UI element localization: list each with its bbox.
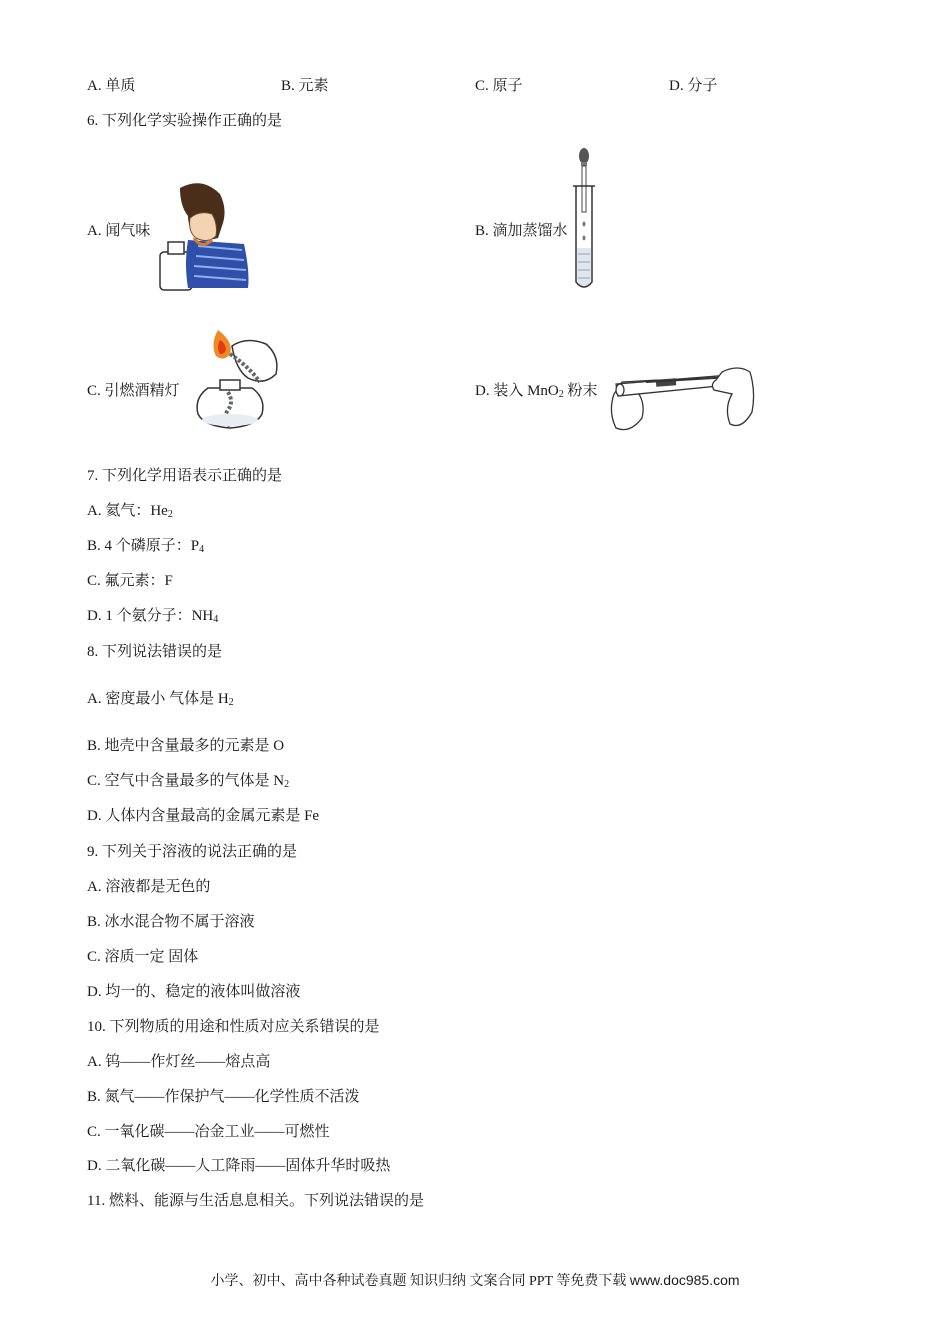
q5-option-c: C. 原子: [475, 78, 523, 94]
q6-option-b: B. 滴加蒸馏水: [475, 223, 568, 239]
q8-option-a-text: A. 密度最小 气体是 H: [87, 691, 229, 707]
q10-option-c: C. 一氧化碳——冶金工业——可燃性: [87, 1124, 330, 1140]
q7-option-a: [87, 501, 173, 521]
q10-option-d: D. 二氧化碳——人工降雨——固体升华时吸热: [87, 1158, 391, 1174]
q7-option-b: [87, 536, 204, 556]
footer-text: 小学、初中、高中各种试卷真题 知识归纳 文案合同 PPT 等免费下载: [210, 1274, 630, 1289]
lighting-alcohol-lamp-illustration: [190, 326, 282, 436]
q10-stem: 10. 下列物质的用途和性质对应关系错误的是: [87, 1019, 380, 1035]
q7-option-a-subscript: 2: [167, 509, 173, 520]
q5-option-d: D. 分子: [669, 78, 718, 94]
page-footer: [0, 1270, 950, 1292]
q10-option-a: A. 钨——作灯丝——熔点高: [87, 1054, 271, 1070]
q6-option-d-prefix: D. 装入 MnO: [475, 383, 559, 399]
q6-stem: 6. 下列化学实验操作正确的是: [87, 113, 283, 129]
q6-option-c: C. 引燃酒精灯: [87, 383, 180, 399]
q7-option-c: C. 氟元素：F: [87, 573, 173, 589]
q10-option-b: B. 氮气——作保护气——化学性质不活泼: [87, 1089, 360, 1105]
q6-option-d-suffix: 粉末: [563, 383, 598, 399]
q7-option-b-subscript: 4: [199, 544, 205, 555]
q5-option-a: A. 单质: [87, 78, 136, 94]
q11-stem: 11. 燃料、能源与生活息息相关。下列说法错误的是: [87, 1193, 424, 1209]
loading-powder-test-tube-illustration: [606, 362, 758, 436]
q7-stem: 7. 下列化学用语表示正确的是: [87, 468, 283, 484]
q8-stem: 8. 下列说法错误的是: [87, 644, 223, 660]
q8-option-b: B. 地壳中含量最多的元素是 O: [87, 738, 285, 754]
q9-option-a: A. 溶液都是无色的: [87, 879, 211, 895]
footer-url[interactable]: www.doc985.com: [629, 1272, 740, 1288]
smelling-gas-illustration: [158, 180, 250, 292]
q9-option-c: C. 溶质一定 固体: [87, 949, 199, 965]
q9-stem: 9. 下列关于溶液的说法正确的是: [87, 844, 298, 860]
q8-option-c-text: C. 空气中含量最多的气体是 N: [87, 773, 285, 789]
q7-option-d-subscript: 4: [213, 614, 219, 625]
q8-option-a: [87, 689, 234, 709]
q8-option-d: D. 人体内含量最高的金属元素是 Fe: [87, 808, 320, 824]
q6-option-a: A. 闻气味: [87, 223, 151, 239]
q6-option-d: [475, 381, 598, 401]
q7-option-d: [87, 606, 218, 626]
q7-option-d-text: D. 1 个氨分子：NH: [87, 608, 214, 624]
q8-option-c-subscript: 2: [284, 779, 290, 790]
q7-option-b-text: B. 4 个磷原子：P: [87, 538, 200, 554]
q9-option-b: B. 冰水混合物不属于溶液: [87, 914, 255, 930]
q6-option-d-subscript: 2: [558, 389, 564, 400]
q8-option-c: [87, 771, 289, 791]
dropper-test-tube-illustration: [570, 144, 602, 292]
q9-option-d: D. 均一的、稳定的液体叫做溶液: [87, 984, 301, 1000]
q8-option-a-subscript: 2: [228, 697, 234, 708]
q7-option-a-text: A. 氦气：He: [87, 503, 168, 519]
q5-option-b: B. 元素: [281, 78, 329, 94]
